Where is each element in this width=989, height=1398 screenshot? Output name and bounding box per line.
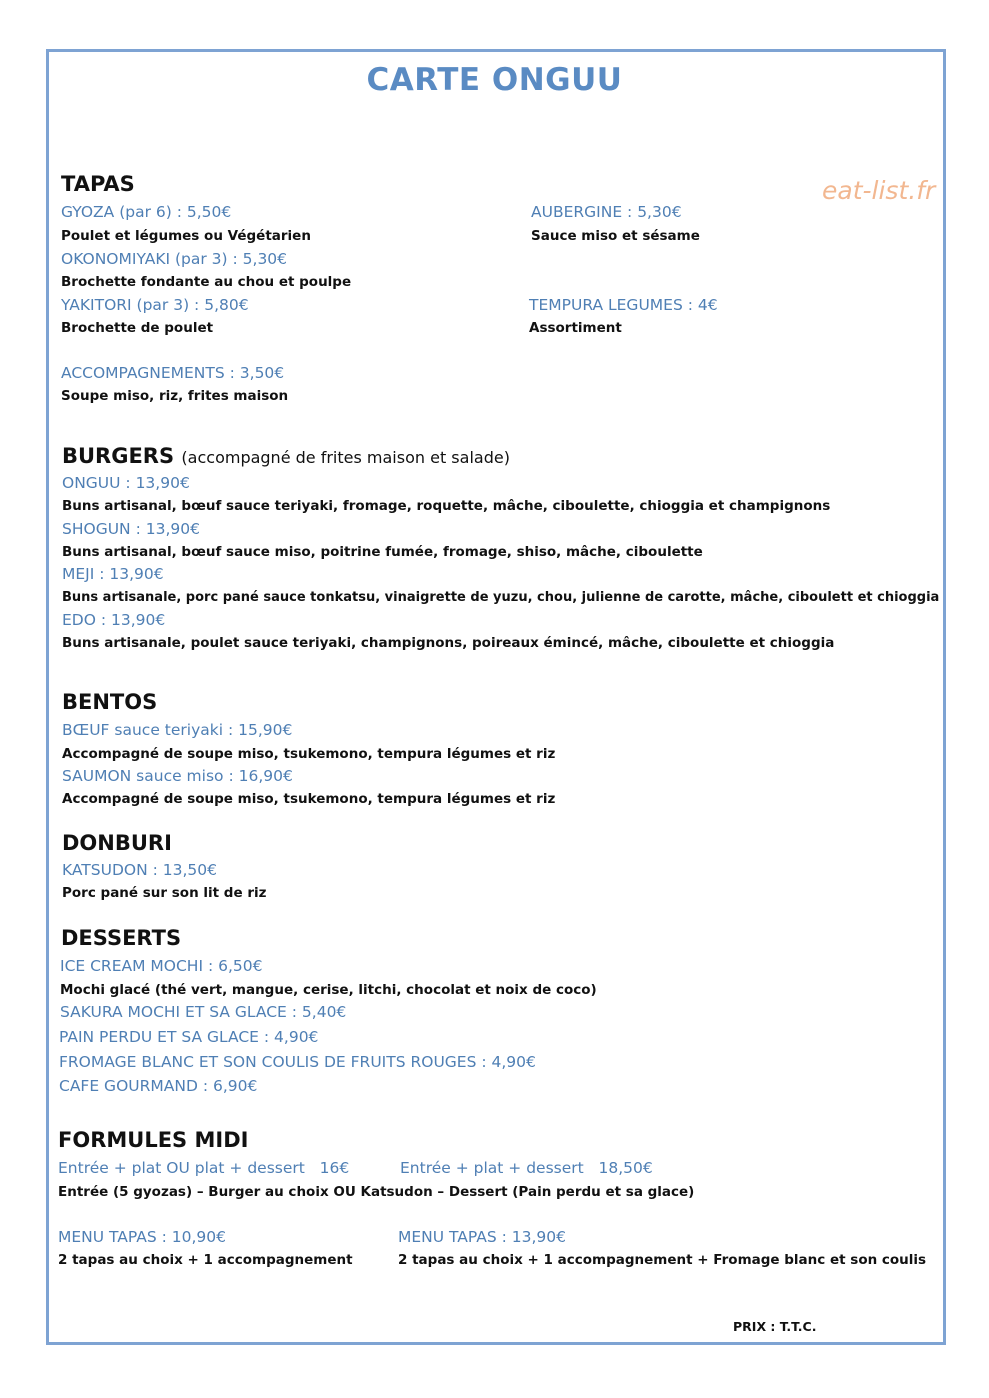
dessert-item-ice-cream-mochi: ICE CREAM MOCHI : 6,50€	[60, 957, 263, 975]
donburi-desc-katsudon: Porc pané sur son lit de riz	[62, 885, 267, 901]
dessert-desc-ice-cream-mochi: Mochi glacé (thé vert, mangue, cerise, litchi, chocolat et noix de coco)	[60, 982, 597, 998]
dessert-item-pain-perdu: PAIN PERDU ET SA GLACE : 4,90€	[59, 1028, 319, 1046]
burger-item-shogun: SHOGUN : 13,90€	[62, 520, 200, 538]
formules-heading: FORMULES MIDI	[58, 1128, 249, 1152]
menu-tapas-2-desc: 2 tapas au choix + 1 accompagnement + Fromage blanc et son coulis	[398, 1252, 927, 1268]
tapas-desc-gyoza: Poulet et légumes ou Végétarien	[61, 228, 311, 244]
tapas-desc-yakitori: Brochette de poulet	[61, 320, 214, 336]
tapas-item-tempura: TEMPURA LEGUMES : 4€	[529, 296, 718, 314]
tapas-item-aubergine: AUBERGINE : 5,30€	[531, 203, 682, 221]
price-note: PRIX : T.T.C.	[733, 1319, 817, 1334]
burger-desc-onguu: Buns artisanal, bœuf sauce teriyaki, fromage, roquette, mâche, ciboulette, chioggia et champignons	[62, 498, 831, 514]
menu-tapas-2-name: MENU TAPAS : 13,90€	[398, 1228, 567, 1246]
burger-desc-edo: Buns artisanale, poulet sauce teriyaki, champignons, poireaux émincé, mâche, ciboulette et chioggia	[62, 635, 835, 651]
menu-tapas-1-desc: 2 tapas au choix + 1 accompagnement	[58, 1252, 353, 1268]
tapas-desc-aubergine: Sauce miso et sésame	[531, 228, 700, 244]
tapas-desc-okonomiyaki: Brochette fondante au chou et poulpe	[61, 274, 352, 290]
desserts-heading: DESSERTS	[61, 926, 182, 950]
burger-item-edo: EDO : 13,90€	[62, 611, 166, 629]
burgers-title: BURGERS	[62, 444, 175, 468]
bento-desc-boeuf: Accompagné de soupe miso, tsukemono, tempura légumes et riz	[62, 746, 556, 762]
formule-midi-desc: Entrée (5 gyozas) – Burger au choix OU Katsudon – Dessert (Pain perdu et sa glace)	[58, 1184, 695, 1200]
tapas-heading: TAPAS	[61, 172, 135, 196]
tapas-item-accompagnements: ACCOMPAGNEMENTS : 3,50€	[61, 364, 285, 382]
tapas-item-gyoza: GYOZA (par 6) : 5,50€	[61, 203, 232, 221]
bento-item-boeuf: BŒUF sauce teriyaki : 15,90€	[62, 721, 293, 739]
dessert-item-fromage-blanc: FROMAGE BLANC ET SON COULIS DE FRUITS ROUGES : 4,90€	[59, 1053, 536, 1071]
page-title: CARTE ONGUU	[366, 62, 623, 98]
watermark: eat-list.fr	[822, 176, 936, 205]
tapas-desc-accompagnements: Soupe miso, riz, frites maison	[61, 388, 289, 404]
tapas-item-yakitori: YAKITORI (par 3) : 5,80€	[61, 296, 249, 314]
burger-item-meji: MEJI : 13,90€	[62, 565, 164, 583]
tapas-desc-tempura: Assortiment	[529, 320, 622, 336]
burger-item-onguu: ONGUU : 13,90€	[62, 474, 190, 492]
burger-desc-meji: Buns artisanale, porc pané sauce tonkatsu, vinaigrette de yuzu, chou, julienne de carotte, mâche, ciboulett et chioggia	[62, 590, 940, 605]
formule-midi-16: Entrée + plat OU plat + dessert 16€	[58, 1159, 350, 1177]
formule-midi-18-50: Entrée + plat + dessert 18,50€	[400, 1159, 653, 1177]
tapas-item-okonomiyaki: OKONOMIYAKI (par 3) : 5,30€	[61, 250, 288, 268]
bento-item-saumon: SAUMON sauce miso : 16,90€	[62, 767, 293, 785]
bentos-heading: BENTOS	[62, 690, 158, 714]
bento-desc-saumon: Accompagné de soupe miso, tsukemono, tempura légumes et riz	[62, 791, 556, 807]
burgers-note: (accompagné de frites maison et salade)	[181, 448, 510, 467]
donburi-item-katsudon: KATSUDON : 13,50€	[62, 861, 217, 879]
dessert-item-cafe-gourmand: CAFE GOURMAND : 6,90€	[59, 1077, 258, 1095]
menu-tapas-1-name: MENU TAPAS : 10,90€	[58, 1228, 227, 1246]
donburi-heading: DONBURI	[62, 831, 172, 855]
burger-desc-shogun: Buns artisanal, bœuf sauce miso, poitrine fumée, fromage, shiso, mâche, ciboulette	[62, 544, 703, 560]
dessert-item-sakura-mochi: SAKURA MOCHI ET SA GLACE : 5,40€	[60, 1003, 347, 1021]
burgers-heading	[62, 444, 510, 468]
